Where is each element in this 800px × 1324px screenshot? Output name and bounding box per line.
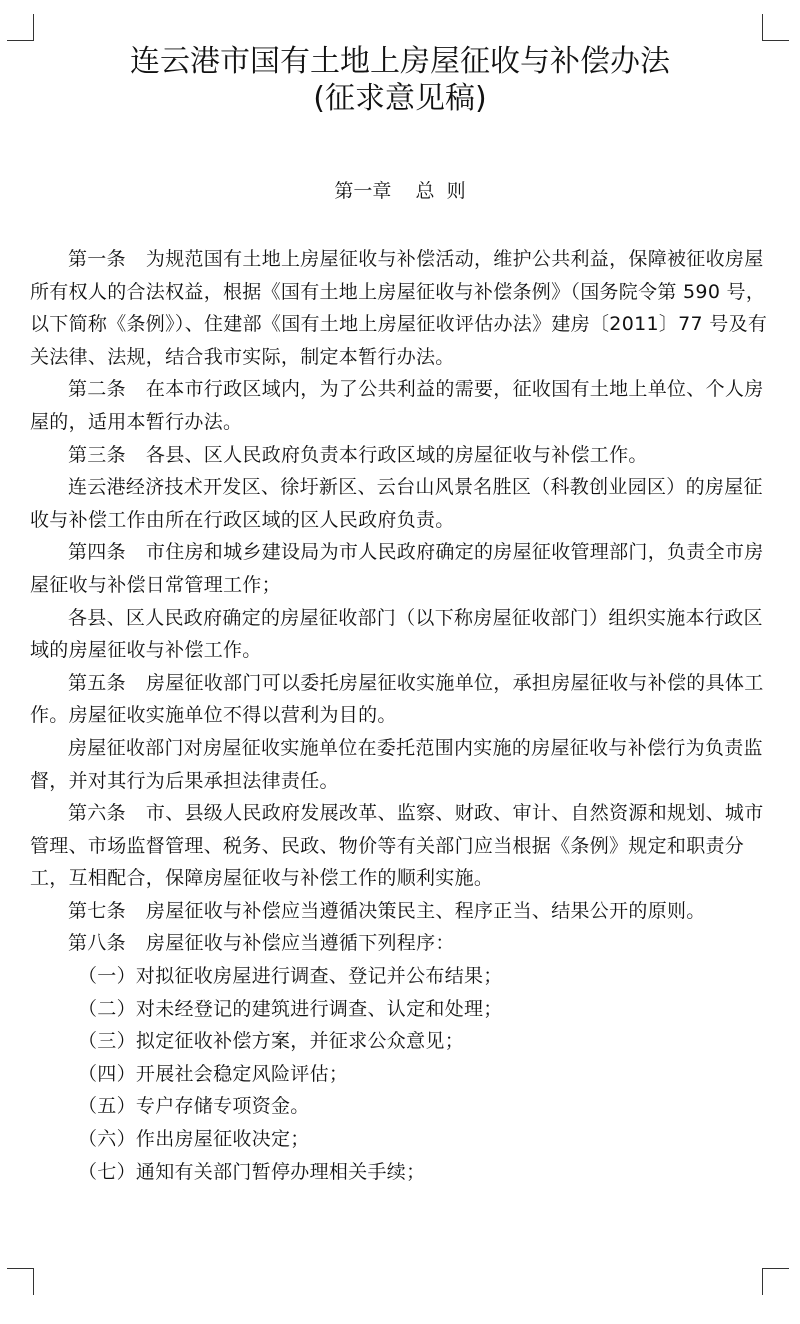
article-paragraph [30, 667, 770, 732]
article-paragraph [30, 602, 770, 667]
document-subtitle: (征求意见稿) [313, 81, 487, 116]
article-number: 第五条 [68, 671, 126, 694]
article-text: 为规范国有土地上房屋征收与补偿活动，维护公共利益，保障被征收房屋所有权人的合法权益，根据《国有土地上房屋征收与补偿条例》（国务院令第 590 号，以下简称《条例》）、住建部《国有土地上房屋征收评估办法》建房〔2011〕77 号及有关法律、法规，结合我市实际，制定本暂行办法。 [30, 248, 768, 368]
article-number: 第四条 [68, 541, 126, 564]
article-text: 市住房和城乡建设局为市人民政府确定的房屋征收管理部门，负责全市房屋征收与补偿日常管理工作； [30, 541, 764, 596]
article-text: 各县、区人民政府确定的房屋征收部门（以下称房屋征收部门）组织实施本行政区域的房屋征收与补偿工作。 [30, 606, 763, 662]
procedure-item: （一）对拟征收房屋进行调查、登记并公布结果； [78, 965, 503, 988]
article-number: 第八条 [68, 932, 126, 955]
procedure-item: （四）开展社会稳定风险评估； [78, 1062, 349, 1085]
article-paragraph [30, 471, 770, 536]
article-paragraph [30, 732, 770, 797]
article-text: 连云港经济技术开发区、徐圩新区、云台山风景名胜区（科教创业园区）的房屋征收与补偿工作由所在行政区域的区人民政府负责。 [30, 476, 763, 531]
chapter-heading: 第一章 总 则 [334, 180, 466, 202]
article-paragraph [30, 895, 770, 928]
article-number: 第七条 [68, 899, 126, 922]
article-paragraph [30, 927, 770, 960]
crop-mark-bottom-left [7, 1268, 34, 1295]
article-number: 第二条 [68, 378, 126, 401]
article-text: 房屋征收部门可以委托房屋征收实施单位，承担房屋征收与补偿的具体工作。房屋征收实施单位不得以营利为目的。 [30, 671, 764, 727]
article-text: 房屋征收与补偿应当遵循下列程序： [145, 932, 455, 955]
crop-mark-bottom-right [762, 1268, 789, 1295]
procedure-item: （七）通知有关部门暂停办理相关手续； [78, 1160, 426, 1183]
article-paragraph [30, 243, 770, 373]
article-paragraph [30, 797, 770, 895]
article-paragraph [30, 373, 770, 438]
article-text: 房屋征收与补偿应当遵循决策民主、程序正当、结果公开的原则。 [145, 899, 706, 922]
article-paragraph [30, 536, 770, 601]
article-number: 第一条 [68, 248, 126, 270]
article-text: 在本市行政区域内，为了公共利益的需要，征收国有土地上单位、个人房屋的，适用本暂行办法。 [30, 378, 764, 433]
article-text: 市、县级人民政府发展改革、监察、财政、审计、自然资源和规划、城市管理、市场监督管理、税务、民政、物价等有关部门应当根据《条例》规定和职责分工，互相配合，保障房屋征收与补偿工作的顺利实施。 [30, 802, 764, 890]
procedure-item: （六）作出房屋征收决定； [78, 1128, 310, 1151]
procedure-item: （三）拟定征收补偿方案，并征求公众意见； [78, 1030, 465, 1053]
crop-mark-top-right [762, 14, 789, 41]
crop-mark-top-left [7, 14, 34, 41]
article-paragraph [30, 439, 770, 472]
article-number: 第六条 [68, 802, 126, 825]
procedure-item: （二）对未经登记的建筑进行调查、认定和处理； [78, 997, 503, 1020]
article-text: 房屋征收部门对房屋征收实施单位在委托范围内实施的房屋征收与补偿行为负责监督，并对其行为后果承担法律责任。 [30, 736, 763, 792]
document-body [30, 243, 770, 1188]
article-number: 第三条 [68, 443, 126, 466]
document-title: 连云港市国有土地上房屋征收与补偿办法 [130, 44, 670, 79]
article-text: 各县、区人民政府负责本行政区域的房屋征收与补偿工作。 [145, 443, 648, 466]
procedure-item: （五）专户存储专项资金。 [78, 1095, 310, 1118]
